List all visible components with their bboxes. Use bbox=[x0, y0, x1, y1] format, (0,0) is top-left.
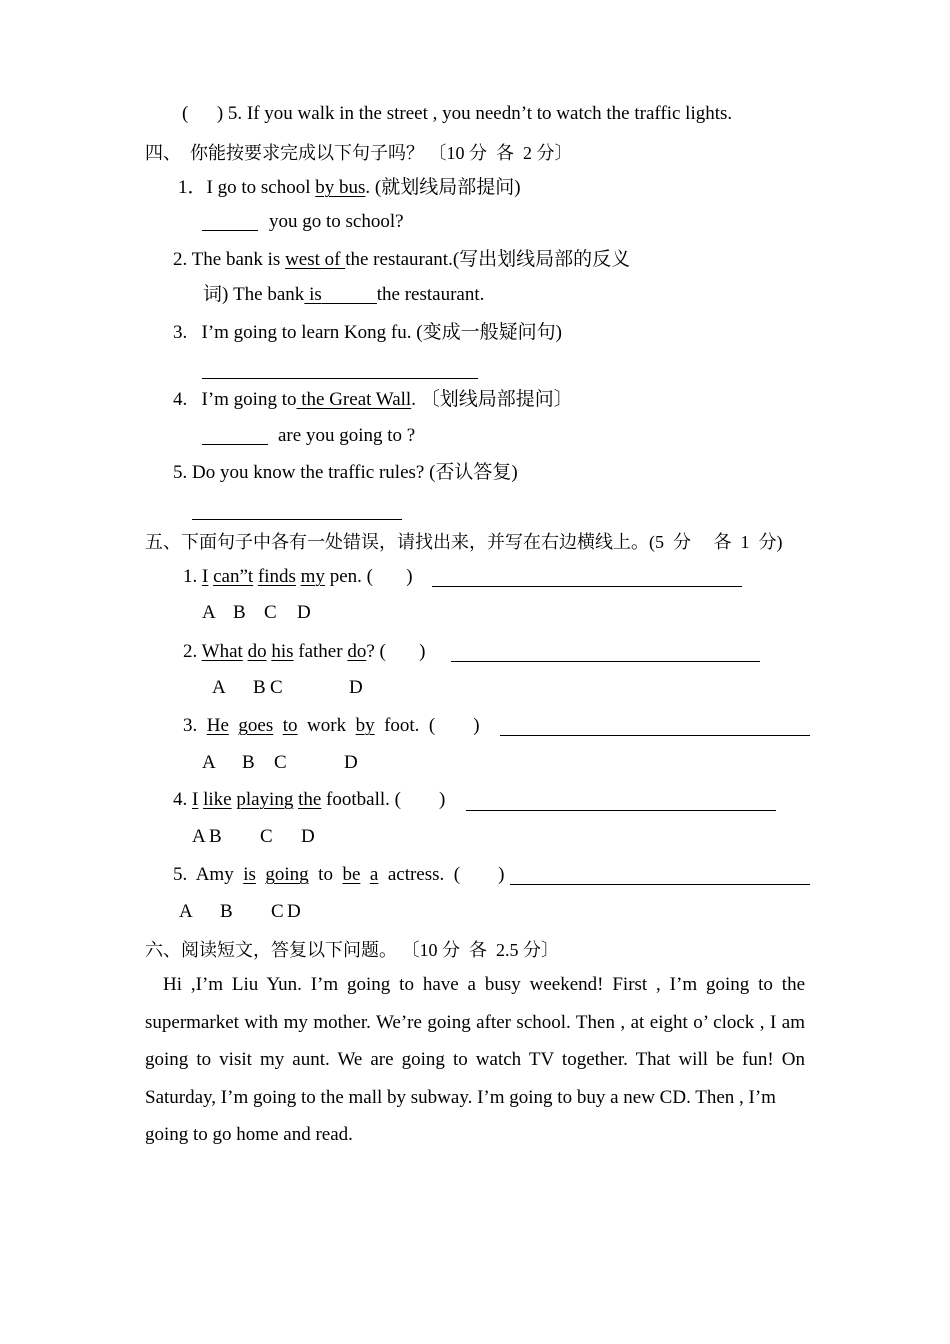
underlined-phrase: the Great Wall bbox=[296, 389, 412, 410]
s4-q1-answer bbox=[202, 210, 404, 234]
option-letter: D bbox=[349, 677, 363, 698]
section-5-heading: 五、下面句子中各有一处错误，请找出来，并写在右边横线上。(5 分 各 1 分) bbox=[145, 532, 783, 552]
answer-line bbox=[192, 519, 402, 520]
sentence-part: 5. Amy bbox=[173, 864, 244, 885]
underlined-word: by bbox=[355, 715, 375, 736]
underlined-word: like bbox=[203, 789, 232, 810]
answer-line bbox=[500, 735, 810, 736]
s4-q3-prompt: 3. I’m going to learn Kong fu. (变成一般疑问句) bbox=[173, 322, 562, 343]
s4-q1-answer-text: you go to school? bbox=[269, 211, 404, 232]
option-letter: C bbox=[264, 602, 277, 623]
sentence-part: ? ( ) bbox=[366, 641, 426, 662]
option-letter: C bbox=[270, 677, 283, 698]
answer-line bbox=[510, 884, 810, 885]
option-letter: A bbox=[212, 677, 226, 698]
underlined-word: do bbox=[347, 641, 367, 662]
option-letter: A bbox=[202, 602, 216, 623]
underlined-word: He bbox=[206, 715, 229, 736]
underlined-word: a bbox=[369, 864, 379, 885]
answer-line bbox=[451, 661, 760, 662]
option-letter: D bbox=[297, 602, 311, 623]
option-letter: C bbox=[260, 826, 273, 847]
sentence-part: 3. bbox=[183, 715, 207, 736]
option-letter: C bbox=[271, 901, 284, 922]
underlined-word: can”t bbox=[213, 566, 254, 587]
passage-line: going to go home and read. bbox=[145, 1124, 353, 1145]
s5-q5-sentence bbox=[173, 863, 504, 887]
underlined-word: his bbox=[271, 641, 294, 662]
underlined-word: to bbox=[282, 715, 298, 736]
sentence-part: actress. ( ) bbox=[378, 864, 505, 885]
sentence-part: 1. bbox=[183, 566, 202, 587]
sentence-part: foot. ( ) bbox=[374, 715, 480, 736]
passage-line: going to visit my aunt. We are going to watch TV together. That will be fun! On bbox=[145, 1049, 805, 1070]
s4-q1-number: 1． bbox=[178, 177, 207, 198]
underlined-word: finds bbox=[257, 566, 296, 587]
s4-q4-post: . 〔划线局部提问〕 bbox=[411, 389, 573, 410]
sentence-part: father bbox=[293, 641, 348, 662]
option-letter: B bbox=[220, 901, 233, 922]
answer-blank bbox=[322, 303, 377, 304]
underlined-word: be bbox=[342, 864, 361, 885]
underlined-word: goes bbox=[238, 715, 274, 736]
s4-q4-answer-text: are you going to ? bbox=[278, 425, 416, 446]
underlined-word: going bbox=[265, 864, 309, 885]
s4-q2-line1-post: the restaurant.(写出划线局部的反义 bbox=[345, 249, 631, 270]
answer-line bbox=[466, 810, 776, 811]
s4-q2-line2-post: the restaurant. bbox=[376, 284, 485, 305]
option-letter: D bbox=[344, 752, 358, 773]
underlined-word: playing bbox=[236, 789, 294, 810]
s5-q4-sentence bbox=[173, 788, 445, 812]
s4-q4-answer bbox=[202, 424, 415, 448]
s4-q2-line1 bbox=[173, 248, 630, 272]
option-letter: A bbox=[192, 826, 206, 847]
underlined-word: I bbox=[202, 566, 209, 587]
option-letter: B bbox=[209, 826, 222, 847]
option-letter: C bbox=[274, 752, 287, 773]
underlined-word: my bbox=[300, 566, 325, 587]
underlined-word: the bbox=[298, 789, 322, 810]
answer-line bbox=[432, 586, 742, 587]
s4-q2-line2-pre: 词) The bank bbox=[203, 284, 305, 305]
section-6-heading: 六、阅读短文，答复以下问题。 〔10 分 各 2.5 分〕 bbox=[145, 940, 559, 960]
answer-blank bbox=[202, 444, 268, 445]
s4-q1-pre: I go to school bbox=[206, 177, 316, 198]
option-letter: D bbox=[301, 826, 315, 847]
passage-line: Hi ,I’m Liu Yun. I’m going to have a busy weekend! First , I’m going to the bbox=[163, 974, 805, 995]
sentence-part: pen. ( ) bbox=[324, 566, 413, 587]
s5-q3-sentence bbox=[183, 714, 480, 738]
answer-line bbox=[202, 378, 478, 379]
sentence-part: football. ( ) bbox=[321, 789, 446, 810]
s4-q2-line2 bbox=[203, 283, 484, 307]
s5-q2-sentence bbox=[183, 640, 425, 664]
sentence-part: work bbox=[297, 715, 356, 736]
underlined-word: is bbox=[243, 864, 256, 885]
s4-q2-line1-pre: 2. The bank is bbox=[173, 249, 286, 270]
sentence-part: to bbox=[308, 864, 343, 885]
underlined-phrase: by bus bbox=[315, 177, 366, 198]
passage-line: supermarket with my mother. We’re going after school. Then , at eight o’ clock , I am bbox=[145, 1012, 805, 1033]
sentence-part: 4. bbox=[173, 789, 192, 810]
underlined-word: is bbox=[304, 284, 322, 305]
s4-q5-prompt: 5. Do you know the traffic rules? (否认答复) bbox=[173, 462, 518, 483]
underlined-phrase: west of bbox=[285, 249, 346, 270]
passage-line: Saturday, I’m going to the mall by subway. I’m going to buy a new CD. Then , I’m bbox=[145, 1087, 776, 1108]
answer-blank bbox=[202, 230, 258, 231]
option-letter: B bbox=[253, 677, 266, 698]
underlined-word: do bbox=[247, 641, 267, 662]
s4-q1-prompt bbox=[178, 176, 521, 200]
underlined-word: What bbox=[201, 641, 243, 662]
s4-q1-post: . (就划线局部提问) bbox=[365, 177, 521, 198]
underlined-word: I bbox=[192, 789, 199, 810]
option-letter: B bbox=[233, 602, 246, 623]
s4-q4-prompt bbox=[173, 388, 573, 412]
s4-q4-pre: 4. I’m going to bbox=[173, 389, 297, 410]
option-letter: B bbox=[242, 752, 255, 773]
section-4-heading: 四、 你能按要求完成以下句子吗？ 〔10 分 各 2 分〕 bbox=[145, 143, 573, 163]
sentence-part: 2. bbox=[183, 641, 202, 662]
prev-question-5: ( ) 5. If you walk in the street , you needn’t to watch the traffic lights. bbox=[182, 103, 733, 124]
option-letter: A bbox=[202, 752, 216, 773]
option-letter: A bbox=[179, 901, 193, 922]
option-letter: D bbox=[287, 901, 301, 922]
s5-q1-sentence bbox=[183, 565, 413, 589]
